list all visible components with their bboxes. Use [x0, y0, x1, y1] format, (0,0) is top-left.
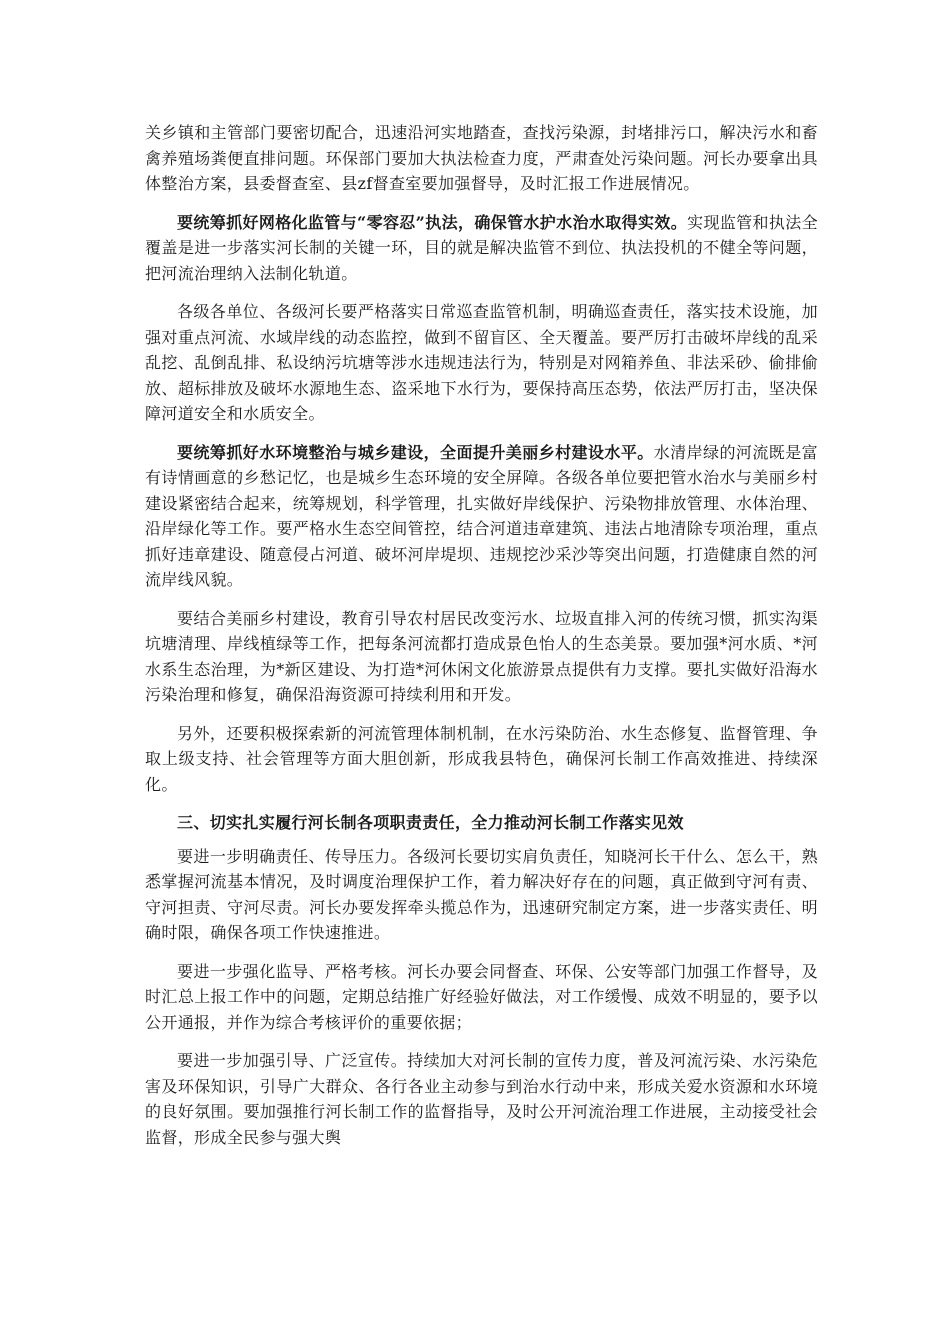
section-heading [145, 810, 818, 836]
paragraph-1 [145, 120, 818, 197]
paragraph-text: 要进一步明确责任、传导压力。各级河长要切实肩负责任，知晓河长干什么、怎么干，熟悉掌握河流基本情况，及时调度治理保护工作，着力解决好存在的问题，真正做到守河有责、守河担责、守河尽责。河长办要发挥牵头揽总作为，迅速研究制定方案，进一步落实责任、明确时限，确保各项工作快速推进。 [145, 846, 818, 942]
paragraph-6 [145, 721, 818, 798]
paragraph-text: 水清岸绿的河流既是富有诗情画意的乡愁记忆，也是城乡生态环境的安全屏障。各级各单位要把管水治水与美丽乡村建设紧密结合起来，统筹规划，科学管理，扎实做好岸线保护、污染物排放管理、水体治理、沿岸绿化等工作。要严格水生态空间管控，结合河道违章建筑、违法占地清除专项治理，重点抓好违章建设、随意侵占河道、破坏河岸堤坝、违规挖沙采沙等突出问题，打造健康自然的河流岸线风貌。 [145, 442, 818, 589]
paragraph-4 [145, 440, 818, 593]
paragraph-text: 关乡镇和主管部门要密切配合，迅速沿河实地踏查，查找污染源，封堵排污口，解决污水和畜禽养殖场粪便直排问题。环保部门要加大执法检查力度，严肃查处污染问题。河长办要拿出具体整治方案，县委督查室、县zf督查室要加强督导，及时汇报工作进展情况。 [145, 123, 818, 193]
paragraph-lead: 要统筹抓好水环境整治与城乡建设，全面提升美丽乡村建设水平。 [177, 442, 654, 462]
paragraph-text: 另外，还要积极探索新的河流管理体制机制，在水污染防治、水生态修复、监督管理、争取上级支持、社会管理等方面大胆创新，形成我县特色，确保河长制工作高效推进、持续深化。 [145, 723, 818, 794]
paragraph-3 [145, 299, 818, 427]
paragraph-9 [145, 1048, 818, 1150]
heading-text: 三、切实扎实履行河长制各项职责责任，全力推动河长制工作落实见效 [177, 813, 684, 832]
paragraph-text: 要结合美丽乡村建设，教育引导农村居民改变污水、垃圾直排入河的传统习惯，抓实沟渠坑塘清理、岸线植绿等工作，把每条河流都打造成景色怡人的生态美景。要加强*河水质、*河水系生态治理，为*新区建设、为打造*河休闲文化旅游景点提供有力支撑。要扎实做好沿海水污染治理和修复，确保沿海资源可持续利用和开发。 [145, 608, 818, 704]
paragraph-text: 实现监管和执法全覆盖是进一步落实河长制的关键一环，目的就是解决监管不到位、执法投机的不健全等问题，把河流治理纳入法制化轨道。 [145, 212, 818, 283]
paragraph-text: 要进一步强化监导、严格考核。河长办要会同督查、环保、公安等部门加强工作督导，及时汇总上报工作中的问题，定期总结推广好经验好做法，对工作缓慢、成效不明显的，要予以公开通报，并作为综合考核评价的重要依据； [145, 961, 818, 1032]
paragraph-8 [145, 959, 818, 1036]
paragraph-2 [145, 210, 818, 287]
paragraph-lead: 要统筹抓好网格化监管与“零容忍”执法，确保管水护水治水取得实效。 [177, 212, 688, 232]
paragraph-text: 各级各单位、各级河长要严格落实日常巡查监管机制，明确巡查责任，落实技术设施，加强对重点河流、水域岸线的动态监控，做到不留盲区、全天覆盖。要严厉打击破坏岸线的乱采乱挖、乱倒乱排、私设纳污坑塘等涉水违规违法行为，特别是对网箱养鱼、非法采砂、偷排偷放、超标排放及破坏水源地生态、盗采地下水行为，要保持高压态势，依法严厉打击，坚决保障河道安全和水质安全。 [145, 302, 818, 423]
paragraph-text: 要进一步加强引导、广泛宣传。持续加大对河长制的宣传力度，普及河流污染、水污染危害及环保知识，引导广大群众、各行各业主动参与到治水行动中来，形成关爱水资源和水环境的良好氛围。要加强推行河长制工作的监督指导，及时公开河流治理工作进展，主动接受社会监督，形成全民参与强大舆 [145, 1051, 818, 1147]
paragraph-7 [145, 844, 818, 946]
paragraph-5 [145, 606, 818, 708]
